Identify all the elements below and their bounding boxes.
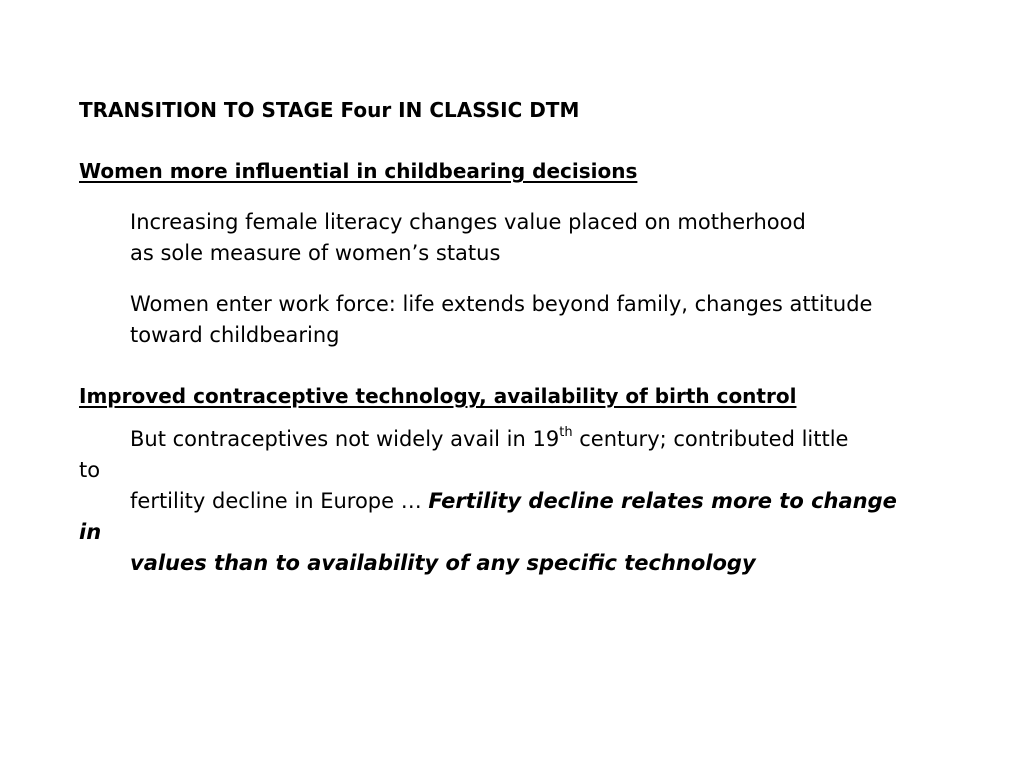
emphasis-text-part-1: Fertility decline relates more to change (428, 489, 897, 513)
work-force-point-line-1: Women enter work force: life extends beyond family, changes attitude (130, 292, 873, 316)
ordinal-superscript: th (559, 425, 573, 440)
contraceptive-text-part-1: But contraceptives not widely avail in 19 (130, 427, 560, 451)
literacy-point-line-2: as sole measure of women’s status (130, 241, 501, 265)
work-force-point-line-2: toward childbearing (130, 323, 340, 347)
section-heading-women-influence: Women more influential in childbearing decisions (79, 159, 638, 183)
contraceptive-text-part-2: century; contributed little (572, 427, 849, 451)
emphasis-text-part-2: values than to availability of any specific technology (130, 551, 756, 575)
literacy-point-line-1: Increasing female literacy changes value placed on motherhood (130, 210, 806, 234)
fertility-decline-text: fertility decline in Europe … (130, 489, 429, 513)
contraceptive-point-line-1 (130, 426, 848, 452)
wrapped-word-in: in (79, 520, 102, 544)
slide-title: TRANSITION TO STAGE Four IN CLASSIC DTM (79, 98, 580, 122)
wrapped-word-to: to (79, 458, 101, 482)
contraceptive-point-line-2 (130, 488, 897, 514)
section-heading-contraceptive: Improved contraceptive technology, availability of birth control (79, 384, 797, 408)
